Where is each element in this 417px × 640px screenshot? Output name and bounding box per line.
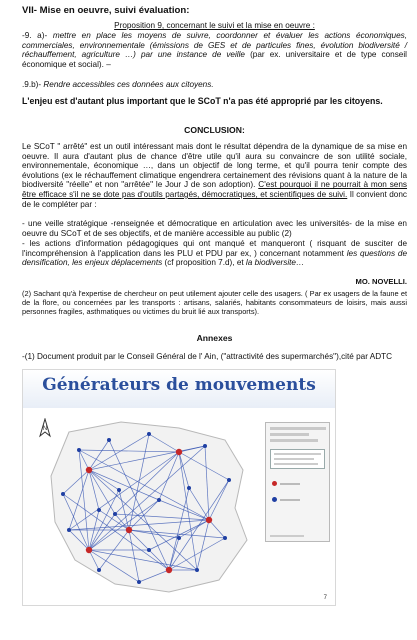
annexes-caption: -(1) Document produit par le Conseil Général de l' Ain, ("attractivité des supermarchés"),cité par ADTC — [22, 352, 393, 361]
conclusion-p1-underline: C'est pourquoi il ne pourrait à mon sens être efficace s'il ne se dote pas d'outils partagés, démocratiques, et scientifiques de suivi. — [22, 180, 408, 199]
hub-point — [86, 467, 92, 473]
town-point — [203, 444, 207, 448]
town-point — [227, 478, 231, 482]
conclusion-p1-start: Le SCoT " arrêté" est un outil intéressant mais dont le résultat dépendra de la dynamique de sa mise en oeuvre. Il aura d'autant plus de chance d'être utile qu'il aura su convaincre de son utilité sociale, environnementale, économique …, dans un objectif de long terme, et qu'il pourra tenir compte des évolutions (ex le réchauffement climatique engendrera certainement des révisions quant à la nature de la biodiversité "réelle" et non "arrêtée" le Jour J de son adoption). — [22, 142, 407, 190]
figure-title: Générateurs de mouvements — [42, 375, 316, 395]
item-9b-italic: Rendre accessibles ces données aux citoyens. — [43, 80, 214, 89]
item-9a — [22, 31, 407, 69]
compass-letter: N — [42, 426, 48, 432]
conclusion-item-2-normal: - les actions d'information pédagogiques qui ont manqué et manqueront ( risquant de susciter de l'incompréhension à l'application dans les PLU et PDU par ex, ) concernant notamment — [22, 239, 407, 258]
legend-box — [270, 449, 325, 469]
annexes-title: Annexes — [196, 333, 233, 343]
town-point — [77, 448, 81, 452]
conclusion-title: CONCLUSION: — [184, 125, 245, 135]
town-point — [223, 536, 227, 540]
conclusion-item-2-mid: (cf proposition 7.d), et — [162, 258, 246, 268]
item-9a-prefix: -9. a)- — [22, 31, 53, 40]
signature: MO. NOVELLI. — [355, 277, 407, 286]
section-heading: VII- Mise en oeuvre, suivi évaluation: — [22, 5, 190, 16]
map-legend — [265, 422, 330, 542]
town-point — [147, 432, 151, 436]
conclusion-paragraph — [22, 142, 407, 209]
hub-point — [126, 527, 132, 533]
town-point — [67, 528, 71, 532]
figure-page-number: 7 — [323, 595, 327, 601]
town-point — [107, 438, 111, 442]
conclusion-item-2-italic: les questions de densification, les enjeux déplacements — [22, 248, 408, 268]
legend-header — [270, 427, 326, 442]
legend-row-red — [272, 481, 300, 486]
conclusion-item-2 — [22, 239, 407, 268]
legend-footer — [270, 535, 326, 537]
conclusion-p1-end: Il convient donc de le compléter par : — [22, 189, 407, 209]
town-point — [97, 568, 101, 572]
town-point — [113, 512, 117, 516]
town-point — [195, 568, 199, 572]
legend-row-blue — [272, 497, 300, 502]
hub-point — [166, 567, 172, 573]
hub-point — [176, 449, 182, 455]
town-point — [157, 498, 161, 502]
town-point — [187, 486, 191, 490]
town-point — [117, 488, 121, 492]
town-point — [97, 508, 101, 512]
item-9b — [22, 80, 407, 90]
hub-point — [206, 517, 212, 523]
department-map — [29, 410, 263, 598]
blue-dot-icon — [272, 497, 277, 502]
town-point — [147, 548, 151, 552]
conclusion-item-1: - une veille stratégique -renseignée et démocratique en articulation avec les universités- de la mise en oeuvre du SCoT et de ses objectifs, et de manière accessible au public (2) — [22, 219, 407, 238]
hub-point — [86, 547, 92, 553]
red-dot-icon — [272, 481, 277, 486]
conclusion-item-2-italic2: la biodiversite… — [245, 258, 305, 268]
town-point — [137, 580, 141, 584]
proposition-title: Proposition 9, concernant le suivi et la mise en oeuvre : — [114, 21, 315, 30]
item-9a-normal: (par ex. universitaire et de type conseil économique et social). – — [22, 50, 407, 69]
item-9a-italic: mettre en place les moyens de suivre, coordonner et évaluer les actions économiques, commerciales, environnementale (émissions de GES et de particules fines, évolution biodiversité / réchauffement, agriculture …) par une instance de veille — [22, 31, 407, 60]
item-9b-prefix: .9.b)- — [22, 80, 44, 89]
footnote: (2) Sachant qu'à l'expertise de chercheur on peut utilement ajouter celle des usagers. ( Par ex usagers de la faune et de la flore, ou concernées par les transports : artisans, salariés, habitants consommateurs de loisirs, mais aussi personnes fragiles, asthmatiques ou victimes du bruit lié aux transports). — [22, 289, 407, 316]
town-point — [61, 492, 65, 496]
town-point — [177, 536, 181, 540]
figure-generateurs — [22, 369, 336, 606]
statement: L'enjeu est d'autant plus important que le SCoT n'a pas été approprié par les citoyens. — [22, 96, 383, 106]
